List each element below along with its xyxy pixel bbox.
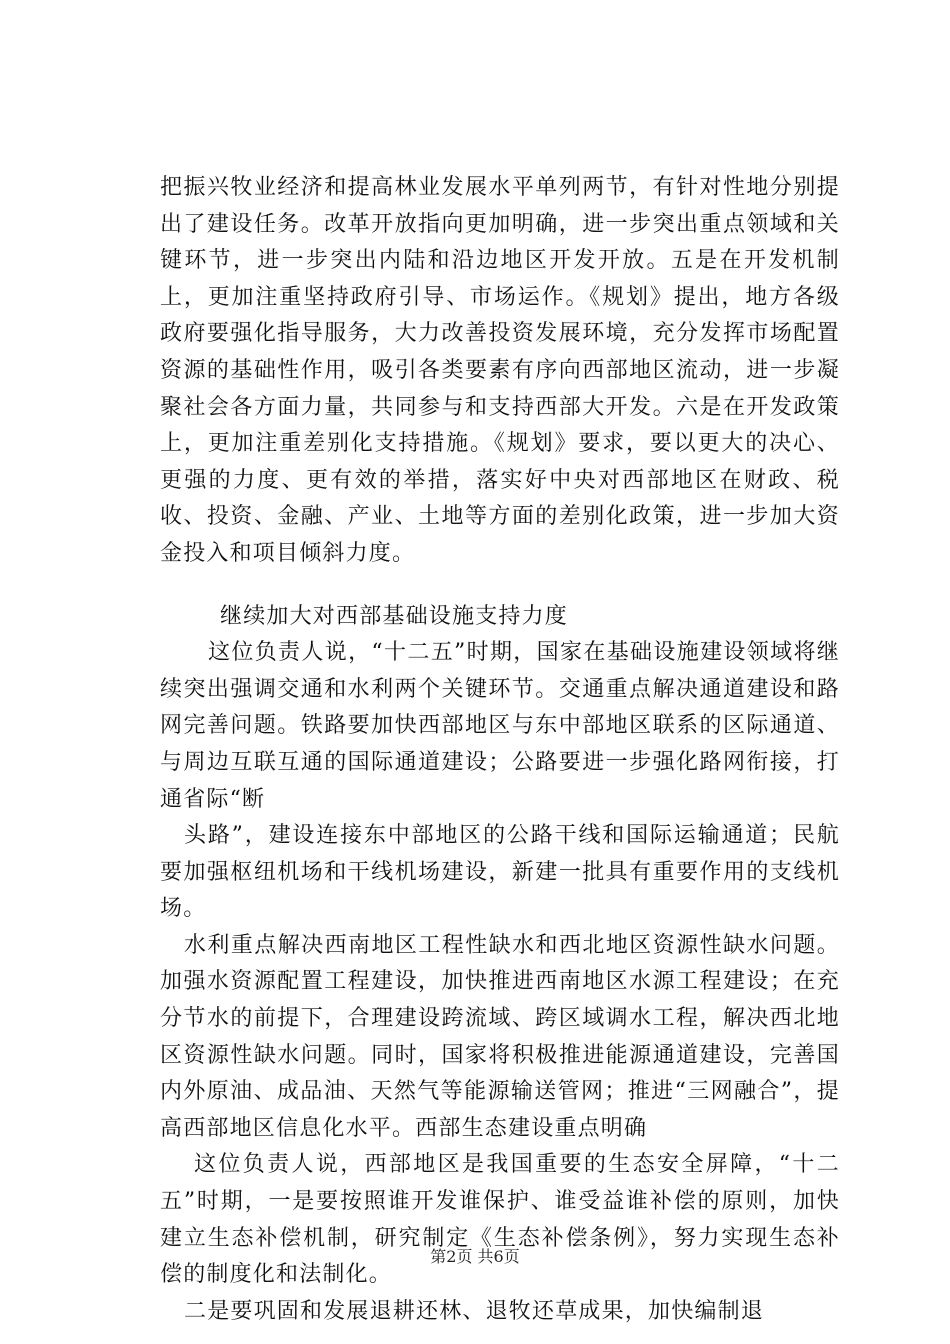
document-body [160,170,840,1330]
paragraph-ecology-two: 二是要巩固和发展退耕还林、退牧还草成果，加快编制退 [184,1298,765,1324]
paragraph-transport: 这位负责人说，“十二五”时期，国家在基础设施建设领域将继续突出强调交通和水利两个关键环节。交通重点解决通道建设和路网完善问题。铁路要加快西部地区与东中部地区联系的区际通道、与周边互联互通的国际通道建设；公路要进一步强化路网衔接，打通省际“断 [160,640,840,812]
paragraph-gap [160,573,840,599]
paragraph-plan-summary: 把振兴牧业经济和提高林业发展水平单列两节，有针对性地分别提出了建设任务。改革开放指向更加明确，进一步突出重点领域和关键环节，进一步突出内陆和沿边地区开发开放。五是在开发机制上，更加注重坚持政府引导、市场运作。《规划》提出，地方各级政府要强化指导服务，大力改善投资发展环境，充分发挥市场配置资源的基础性作用，吸引各类要素有序向西部地区流动，进一步凝聚社会各方面力量，共同参与和支持西部大开发。六是在开发政策上，更加注重差别化支持措施。《规划》要求，要以更大的决心、更强的力度、更有效的举措，落实好中央对西部地区在财政、税收、投资、金融、产业、土地等方面的差别化政策，进一步加大资金投入和项目倾斜力度。 [160,175,840,566]
page-number: 第2页 共6页 [430,1247,520,1266]
paragraph-ecology: 这位负责人说，西部地区是我国重要的生态安全屏障，“十二五”时期，一是要按照谁开发谁保护、谁受益谁补偿的原则，加快建立生态补偿机制，研究制定《生态补偿条例》，努力实现生态补偿的制度化和法制化。 [160,1152,840,1288]
paragraph-transport-continued: 头路”，建设连接东中部地区的公路干线和国际运输通道；民航要加强枢纽机场和干线机场建设，新建一批具有重要作用的支线机场。 [160,823,840,922]
section-heading-infrastructure: 继续加大对西部基础设施支持力度 [220,603,569,629]
paragraph-water: 水利重点解决西南地区工程性缺水和西北地区资源性缺水问题。加强水资源配置工程建设，加快推进西南地区水源工程建设；在充分节水的前提下，合理建设跨流域、跨区域调水工程，解决西北地区资源性缺水问题。同时，国家将积极推进能源通道建设，完善国内外原油、成品油、天然气等能源输送管网；推进“三网融合”，提高西部地区信息化水平。西部生态建设重点明确 [160,932,840,1141]
